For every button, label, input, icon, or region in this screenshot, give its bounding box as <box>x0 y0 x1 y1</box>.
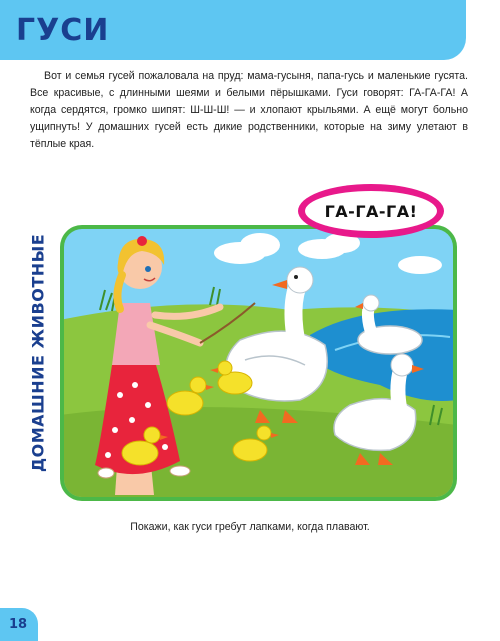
page-tab <box>0 608 38 641</box>
speech-bubble-inner <box>305 191 437 231</box>
page-title: ГУСИ <box>16 13 110 48</box>
section-label: ДОМАШНИЕ ЖИВОТНЫЕ <box>28 233 48 473</box>
caption: Покажи, как гуси гребут лапками, когда плавают. <box>130 521 370 533</box>
speech-bubble-text: ГА-ГА-ГА! <box>324 201 418 221</box>
page-number: 18 <box>9 617 28 632</box>
header-band <box>0 0 466 60</box>
goose-illustration <box>60 225 457 501</box>
speech-bubble <box>298 184 444 238</box>
intro-paragraph: Вот и семья гусей пожаловала на пруд: мама-гусыня, папа-гусь и маленькие гусята. Все красивые, с длинными шеями и белыми пёрышками. Гуси говорят: ГА-ГА-ГА! А когда сердятся, громко шипят: Ш-Ш-Ш! — и хлопают крыльями. А ещё могут больно ущипнуть! У домашних гусей есть дикие родственники, которые на зиму улетают в тёплые края. <box>30 70 468 150</box>
